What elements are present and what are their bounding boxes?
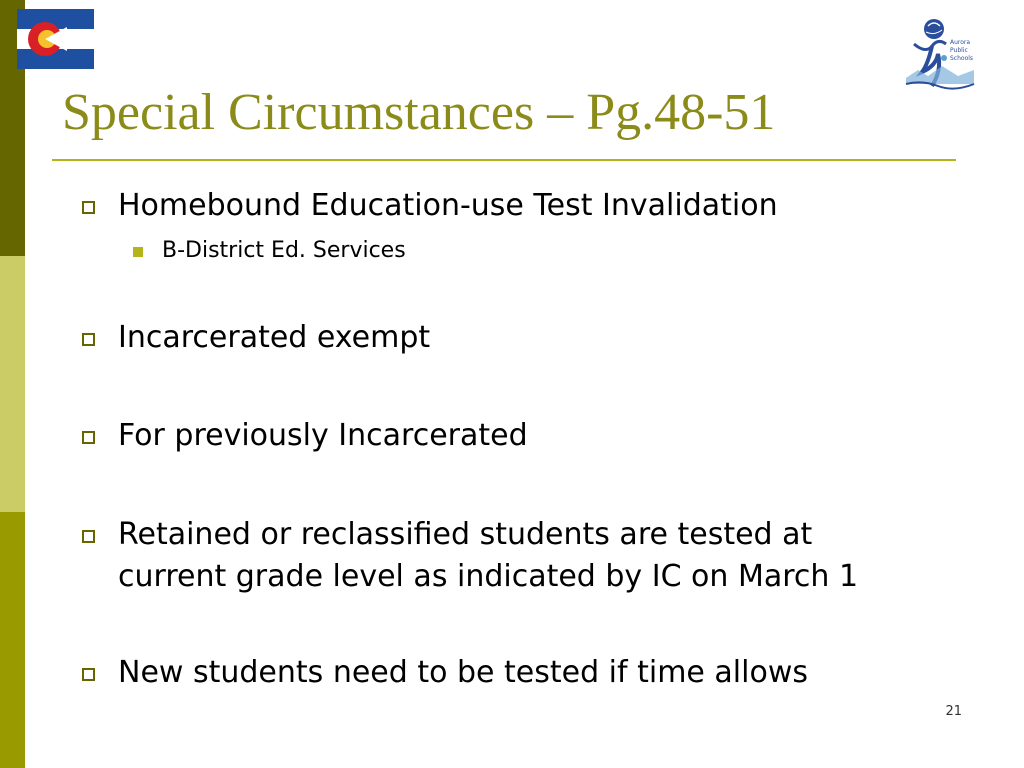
- logo-line2: Public: [950, 47, 968, 54]
- square-bullet-icon: [82, 668, 95, 681]
- square-bullet-icon: [82, 201, 95, 214]
- aurora-public-schools-logo: [902, 14, 978, 106]
- side-bar-middle: [0, 256, 25, 512]
- side-bar-bottom: [0, 512, 25, 768]
- bullet-text-line2: current grade level as indicated by IC on March 1: [118, 559, 859, 594]
- square-bullet-icon: [82, 333, 95, 346]
- bullet-text-line1: Retained or reclassified students are tested at: [118, 517, 813, 552]
- square-bullet-icon: [82, 431, 95, 444]
- bullet-text: For previously Incarcerated: [118, 418, 528, 453]
- filled-square-bullet-icon: [133, 247, 143, 257]
- colorado-flag-icon: [17, 9, 94, 69]
- sub-bullet-text: B-District Ed. Services: [162, 238, 406, 263]
- slide-title: Special Circumstances – Pg.48-51: [62, 84, 776, 141]
- page-number: 21: [945, 704, 962, 719]
- logo-line1: Aurora: [950, 39, 971, 46]
- bullet-text: New students need to be tested if time allows: [118, 655, 808, 690]
- bullet-text: Incarcerated exempt: [118, 320, 431, 355]
- square-bullet-icon: [82, 530, 95, 543]
- title-divider: [52, 159, 956, 161]
- logo-line3: Schools: [950, 55, 974, 62]
- bullet-text: Homebound Education-use Test Invalidation: [118, 188, 778, 223]
